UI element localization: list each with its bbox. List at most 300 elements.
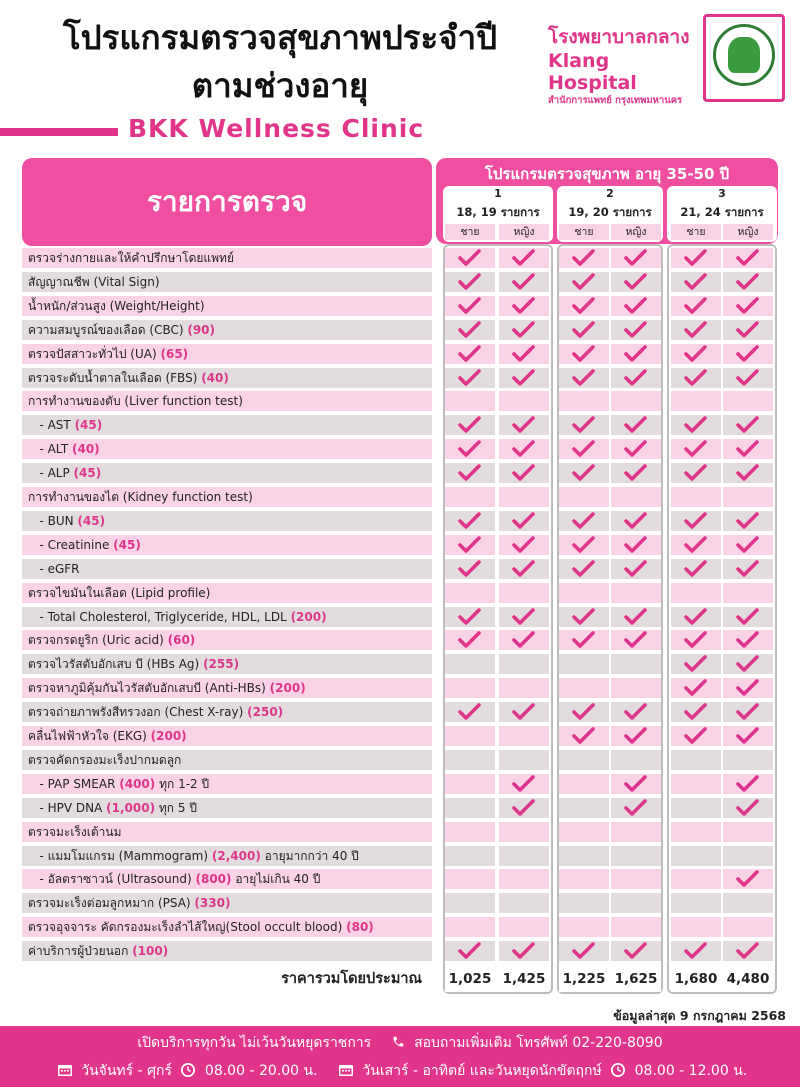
checkmark-icon bbox=[723, 798, 773, 818]
check-cell bbox=[611, 296, 661, 316]
test-item-row bbox=[22, 248, 432, 268]
check-cell bbox=[671, 415, 721, 435]
check-cell bbox=[611, 344, 661, 364]
check-cell bbox=[559, 463, 609, 483]
checkmark-icon bbox=[445, 630, 495, 650]
open-days: เปิดบริการทุกวัน ไม่เว้นวันหยุดราชการ bbox=[137, 1035, 372, 1051]
test-item-label: - ALP bbox=[28, 466, 74, 481]
check-cell bbox=[499, 248, 549, 268]
check-cell bbox=[499, 798, 549, 818]
checkmark-icon bbox=[559, 941, 609, 961]
checkmark-icon bbox=[559, 248, 609, 268]
checkmark-icon bbox=[723, 248, 773, 268]
check-cell bbox=[611, 463, 661, 483]
checkmark-icon bbox=[445, 941, 495, 961]
checkmark-icon bbox=[723, 774, 773, 794]
check-cell bbox=[559, 583, 609, 603]
check-cell bbox=[445, 774, 495, 794]
page-header bbox=[0, 0, 800, 150]
checkmark-icon bbox=[559, 607, 609, 627]
check-cell bbox=[559, 702, 609, 722]
test-item-row bbox=[22, 702, 432, 722]
check-cell bbox=[611, 846, 661, 866]
checkmark-icon bbox=[611, 607, 661, 627]
checkmark-icon bbox=[499, 368, 549, 388]
check-cell bbox=[723, 511, 773, 531]
test-item-price: (45) bbox=[77, 513, 106, 528]
test-item-label: ตรวจถ่ายภาพรังสีทรวงอก (Chest X-ray) bbox=[28, 705, 248, 720]
check-cell bbox=[611, 654, 661, 674]
footer-line-1 bbox=[0, 1032, 800, 1054]
checkmark-icon bbox=[499, 415, 549, 435]
check-cell bbox=[723, 822, 773, 842]
calendar-icon bbox=[338, 1063, 354, 1077]
check-cell bbox=[723, 869, 773, 889]
checkmark-icon bbox=[445, 702, 495, 722]
group-number: 1 bbox=[494, 187, 502, 200]
check-cell bbox=[559, 368, 609, 388]
test-item-row bbox=[22, 607, 432, 627]
title-line-2: ตามช่วงอายุ bbox=[191, 66, 369, 105]
checkmark-icon bbox=[723, 296, 773, 316]
check-cell bbox=[499, 846, 549, 866]
checkmark-icon bbox=[559, 463, 609, 483]
check-cell bbox=[723, 487, 773, 507]
checkmark-icon bbox=[611, 463, 661, 483]
check-cell bbox=[445, 463, 495, 483]
test-item-price: (200) bbox=[150, 729, 187, 743]
checkmark-icon bbox=[611, 439, 661, 459]
check-cell bbox=[671, 869, 721, 889]
test-item-price: (45) bbox=[113, 537, 141, 552]
check-cell bbox=[671, 320, 721, 340]
page-title bbox=[40, 14, 520, 110]
check-cell bbox=[559, 559, 609, 579]
checkmark-icon bbox=[445, 368, 495, 388]
checkmark-icon bbox=[611, 559, 661, 579]
check-cell bbox=[445, 822, 495, 842]
test-item-row bbox=[22, 463, 432, 483]
checkmark-icon bbox=[611, 535, 661, 555]
group-item-count: 18, 19 รายการ bbox=[456, 205, 540, 219]
checkmark-icon bbox=[445, 439, 495, 459]
group-item-count: 21, 24 รายการ bbox=[680, 205, 764, 219]
check-cell bbox=[445, 296, 495, 316]
check-cell bbox=[559, 893, 609, 913]
checkmark-icon bbox=[559, 559, 609, 579]
clock-icon bbox=[610, 1063, 626, 1077]
checkmark-icon bbox=[671, 702, 721, 722]
check-cell bbox=[559, 917, 609, 937]
total-price: 1,680 bbox=[671, 966, 721, 992]
check-cell bbox=[611, 750, 661, 770]
test-item-price: (200) bbox=[290, 609, 327, 624]
checkmark-icon bbox=[499, 559, 549, 579]
check-cell bbox=[499, 607, 549, 627]
check-cell bbox=[499, 822, 549, 842]
test-item-row bbox=[22, 296, 432, 316]
checkmark-icon bbox=[611, 344, 661, 364]
footer-line-2 bbox=[0, 1060, 800, 1082]
checkmark-icon bbox=[671, 272, 721, 292]
hospital-logo-icon bbox=[703, 14, 785, 102]
checkmark-icon bbox=[671, 654, 721, 674]
check-cell bbox=[445, 941, 495, 961]
calendar-icon bbox=[57, 1063, 73, 1077]
check-cell bbox=[671, 678, 721, 698]
test-item-price: (250) bbox=[247, 705, 284, 720]
checkmark-icon bbox=[445, 511, 495, 531]
test-item-price: (100) bbox=[132, 944, 169, 959]
weekday-label: วันจันทร์ - ศุกร์ bbox=[81, 1063, 173, 1079]
test-item-price: (65) bbox=[160, 346, 189, 361]
check-cell bbox=[723, 248, 773, 268]
checkmark-icon bbox=[723, 654, 773, 674]
check-cell bbox=[559, 726, 609, 746]
test-item-row bbox=[22, 869, 432, 889]
check-cell bbox=[499, 583, 549, 603]
check-cell bbox=[445, 750, 495, 770]
check-cell bbox=[611, 535, 661, 555]
footer bbox=[0, 1026, 800, 1087]
check-cell bbox=[723, 846, 773, 866]
test-item-price: (200) bbox=[269, 681, 306, 696]
checkmark-icon bbox=[611, 726, 661, 746]
check-cell bbox=[671, 344, 721, 364]
check-cell bbox=[611, 391, 661, 411]
check-cell bbox=[723, 917, 773, 937]
check-cell bbox=[499, 869, 549, 889]
test-item-label: - Creatinine bbox=[28, 537, 114, 552]
checkmark-icon bbox=[559, 726, 609, 746]
test-item-note: ทุก 5 ปี bbox=[155, 800, 197, 815]
check-cell bbox=[499, 893, 549, 913]
checkmark-icon bbox=[559, 511, 609, 531]
checkmark-icon bbox=[723, 272, 773, 292]
test-item-row bbox=[22, 893, 432, 913]
check-cell bbox=[559, 869, 609, 889]
check-cell bbox=[499, 344, 549, 364]
check-cell bbox=[445, 248, 495, 268]
checkmark-icon bbox=[611, 320, 661, 340]
test-item-row bbox=[22, 798, 432, 818]
check-cell bbox=[559, 941, 609, 961]
check-cell bbox=[671, 296, 721, 316]
checkmark-icon bbox=[445, 535, 495, 555]
check-cell bbox=[445, 917, 495, 937]
check-cell bbox=[559, 774, 609, 794]
check-cell bbox=[499, 463, 549, 483]
phone-icon bbox=[390, 1035, 406, 1049]
checkmark-icon bbox=[445, 415, 495, 435]
check-cell bbox=[723, 559, 773, 579]
check-cell bbox=[499, 941, 549, 961]
test-item-price: (1,000) bbox=[106, 800, 156, 815]
check-cell bbox=[559, 630, 609, 650]
test-item-row bbox=[22, 511, 432, 531]
check-cell bbox=[723, 607, 773, 627]
check-cell bbox=[723, 272, 773, 292]
test-item-price: (45) bbox=[74, 418, 103, 433]
test-item-row bbox=[22, 654, 432, 674]
check-cell bbox=[671, 750, 721, 770]
checkmark-icon bbox=[723, 607, 773, 627]
check-cell bbox=[445, 702, 495, 722]
checkmark-icon bbox=[499, 439, 549, 459]
check-cell bbox=[611, 607, 661, 627]
check-cell bbox=[559, 439, 609, 459]
test-item-row bbox=[22, 320, 432, 340]
check-cell bbox=[445, 654, 495, 674]
checkmark-icon bbox=[445, 272, 495, 292]
check-cell bbox=[671, 893, 721, 913]
test-item-label: - แมมโมแกรม (Mammogram) bbox=[28, 848, 212, 863]
checkmark-icon bbox=[723, 630, 773, 650]
group-number: 2 bbox=[606, 187, 614, 200]
checkmark-icon bbox=[723, 463, 773, 483]
test-item-label: ตรวจไวรัสตับอักเสบ บี (HBs Ag) bbox=[28, 657, 204, 672]
check-cell bbox=[445, 344, 495, 364]
check-cell bbox=[723, 583, 773, 603]
checkmark-icon bbox=[445, 559, 495, 579]
check-cell bbox=[611, 798, 661, 818]
total-price: 1,425 bbox=[499, 966, 549, 992]
test-item-price: (60) bbox=[167, 633, 196, 648]
test-item-row bbox=[22, 583, 432, 603]
check-cell bbox=[559, 391, 609, 411]
checkmark-icon bbox=[499, 344, 549, 364]
test-item-label: - eGFR bbox=[28, 561, 80, 576]
check-cell bbox=[611, 630, 661, 650]
test-item-row bbox=[22, 415, 432, 435]
test-item-price: (40) bbox=[71, 442, 100, 457]
checkmark-icon bbox=[723, 439, 773, 459]
items-header: รายการตรวจ bbox=[22, 158, 432, 246]
check-cell bbox=[559, 320, 609, 340]
checkmark-icon bbox=[723, 535, 773, 555]
checkmark-icon bbox=[559, 344, 609, 364]
test-item-row bbox=[22, 726, 432, 746]
check-cell bbox=[723, 726, 773, 746]
check-cell bbox=[671, 941, 721, 961]
test-item-price: (45) bbox=[73, 466, 102, 481]
checkmark-icon bbox=[499, 511, 549, 531]
check-cell bbox=[723, 463, 773, 483]
check-cell bbox=[445, 415, 495, 435]
check-cell bbox=[499, 368, 549, 388]
check-cell bbox=[445, 678, 495, 698]
checkmark-icon bbox=[499, 702, 549, 722]
check-cell bbox=[445, 607, 495, 627]
checkmark-icon bbox=[499, 272, 549, 292]
test-item-row bbox=[22, 678, 432, 698]
test-item-row bbox=[22, 487, 432, 507]
checkmark-icon bbox=[671, 535, 721, 555]
check-cell bbox=[723, 702, 773, 722]
test-item-label: - อัลตราซาวน์ (Ultrasound) bbox=[28, 872, 196, 887]
checkmark-icon bbox=[671, 559, 721, 579]
checkmark-icon bbox=[611, 296, 661, 316]
check-cell bbox=[499, 559, 549, 579]
test-item-price: (400) bbox=[119, 776, 156, 791]
checkmark-icon bbox=[499, 607, 549, 627]
checkmark-icon bbox=[671, 941, 721, 961]
checkmark-icon bbox=[611, 415, 661, 435]
female-column-header: หญิง bbox=[723, 224, 773, 240]
clock-icon bbox=[180, 1063, 196, 1077]
checkmark-icon bbox=[559, 368, 609, 388]
checkmark-icon bbox=[671, 630, 721, 650]
test-item-label: การทำงานของตับ (Liver function test) bbox=[28, 394, 243, 409]
weekend-hours: 08.00 - 12.00 น. bbox=[634, 1063, 748, 1079]
check-cell bbox=[611, 272, 661, 292]
check-cell bbox=[559, 511, 609, 531]
check-cell bbox=[611, 822, 661, 842]
test-item-row bbox=[22, 559, 432, 579]
check-cell bbox=[445, 869, 495, 889]
check-cell bbox=[445, 583, 495, 603]
checkmark-icon bbox=[723, 344, 773, 364]
check-cell bbox=[611, 368, 661, 388]
checkmark-icon bbox=[445, 296, 495, 316]
checkmark-icon bbox=[611, 511, 661, 531]
check-cell bbox=[671, 439, 721, 459]
check-cell bbox=[671, 248, 721, 268]
checkmark-icon bbox=[499, 463, 549, 483]
check-cell bbox=[611, 893, 661, 913]
check-cell bbox=[499, 391, 549, 411]
test-item-row bbox=[22, 368, 432, 388]
hospital-department: สำนักการแพทย์ กรุงเทพมหานคร bbox=[548, 95, 683, 106]
checkmark-icon bbox=[445, 607, 495, 627]
check-cell bbox=[723, 678, 773, 698]
check-cell bbox=[499, 917, 549, 937]
check-cell bbox=[723, 320, 773, 340]
checkmark-icon bbox=[671, 248, 721, 268]
test-item-note: อายุไม่เกิน 40 ปี bbox=[231, 872, 321, 887]
checkmark-icon bbox=[723, 678, 773, 698]
check-cell bbox=[723, 893, 773, 913]
test-item-label: ตรวจหาภูมิคุ้มกันไวรัสตับอักเสบบี (Anti-HBs) bbox=[28, 681, 270, 696]
checkmark-icon bbox=[671, 678, 721, 698]
test-item-price: (80) bbox=[346, 920, 374, 935]
test-item-label: ตรวจร่างกายและให้คำปรึกษาโดยแพทย์ bbox=[28, 251, 234, 265]
check-cell bbox=[723, 798, 773, 818]
test-item-label: น้ำหนัก/ส่วนสูง (Weight/Height) bbox=[28, 298, 205, 313]
check-cell bbox=[611, 559, 661, 579]
test-item-label: - PAP SMEAR bbox=[28, 776, 120, 791]
program-title: โปรแกรมตรวจสุขภาพ อายุ 35-50 ปี bbox=[484, 165, 730, 183]
checkmark-icon bbox=[611, 798, 661, 818]
checkmark-icon bbox=[723, 415, 773, 435]
check-cell bbox=[611, 439, 661, 459]
test-item-row bbox=[22, 439, 432, 459]
title-line-1: โปรแกรมตรวจสุขภาพประจำปี bbox=[62, 18, 498, 57]
check-cell bbox=[445, 535, 495, 555]
check-cell bbox=[723, 344, 773, 364]
checkmark-icon bbox=[499, 798, 549, 818]
phone-number: สอบถามเพิ่มเติม โทรศัพท์ 02-220-8090 bbox=[414, 1035, 663, 1051]
hospital-name-th: โรงพยาบาลกลาง bbox=[548, 26, 690, 48]
checkmark-icon bbox=[723, 941, 773, 961]
test-item-label: ค่าบริการผู้ป่วยนอก bbox=[28, 944, 133, 959]
checkmark-icon bbox=[559, 320, 609, 340]
check-cell bbox=[671, 511, 721, 531]
total-label: ราคารวมโดยประมาณ bbox=[281, 971, 422, 987]
checkmark-icon bbox=[445, 248, 495, 268]
check-cell bbox=[723, 439, 773, 459]
check-cell bbox=[671, 607, 721, 627]
test-item-row bbox=[22, 391, 432, 411]
female-column-header: หญิง bbox=[611, 224, 661, 240]
checkmark-icon bbox=[499, 248, 549, 268]
check-cell bbox=[723, 774, 773, 794]
check-cell bbox=[671, 798, 721, 818]
total-price: 1,625 bbox=[611, 966, 661, 992]
check-cell bbox=[445, 272, 495, 292]
test-item-row bbox=[22, 750, 432, 770]
clinic-name: BKK Wellness Clinic bbox=[128, 114, 425, 143]
test-item-label: ตรวจคัดกรองมะเร็งปากมดลูก bbox=[28, 752, 182, 767]
checkmark-icon bbox=[723, 702, 773, 722]
check-cell bbox=[671, 654, 721, 674]
checkmark-icon bbox=[559, 415, 609, 435]
check-cell bbox=[671, 583, 721, 603]
check-cell bbox=[671, 463, 721, 483]
checkmark-icon bbox=[611, 368, 661, 388]
check-cell bbox=[499, 272, 549, 292]
test-item-label: - AST bbox=[28, 418, 75, 433]
checkmark-icon bbox=[671, 463, 721, 483]
check-cell bbox=[671, 702, 721, 722]
checkmark-icon bbox=[445, 344, 495, 364]
check-cell bbox=[499, 296, 549, 316]
checkmark-icon bbox=[723, 869, 773, 889]
test-item-note: ทุก 1-2 ปี bbox=[155, 776, 210, 791]
test-item-row bbox=[22, 535, 432, 555]
accent-bar bbox=[0, 128, 118, 136]
checkmark-icon bbox=[671, 726, 721, 746]
check-cell bbox=[499, 654, 549, 674]
male-column-header: ชาย bbox=[445, 224, 495, 240]
check-cell bbox=[499, 678, 549, 698]
test-item-label: ตรวจอุจจาระ คัดกรองมะเร็งลำไส้ใหญ่(Stool occult blood) bbox=[28, 920, 347, 935]
check-cell bbox=[671, 630, 721, 650]
check-cell bbox=[445, 368, 495, 388]
checkmark-icon bbox=[445, 463, 495, 483]
test-item-row bbox=[22, 941, 432, 961]
checkmark-icon bbox=[499, 941, 549, 961]
check-cell bbox=[559, 296, 609, 316]
check-cell bbox=[559, 415, 609, 435]
checkmark-icon bbox=[611, 774, 661, 794]
test-item-label: ตรวจมะเร็งต่อมลูกหมาก (PSA) bbox=[28, 896, 195, 911]
check-cell bbox=[671, 391, 721, 411]
check-cell bbox=[559, 607, 609, 627]
weekday-hours: 08.00 - 20.00 น. bbox=[204, 1063, 318, 1079]
checkmark-icon bbox=[723, 559, 773, 579]
test-item-label: ความสมบูรณ์ของเลือด (CBC) bbox=[28, 322, 188, 337]
check-cell bbox=[559, 654, 609, 674]
check-cell bbox=[559, 798, 609, 818]
check-cell bbox=[671, 822, 721, 842]
checkmark-icon bbox=[671, 415, 721, 435]
test-item-row bbox=[22, 774, 432, 794]
test-item-label: ตรวจกรดยูริก (Uric acid) bbox=[28, 633, 168, 648]
check-cell bbox=[671, 774, 721, 794]
check-cell bbox=[445, 511, 495, 531]
hospital-name bbox=[548, 24, 698, 108]
